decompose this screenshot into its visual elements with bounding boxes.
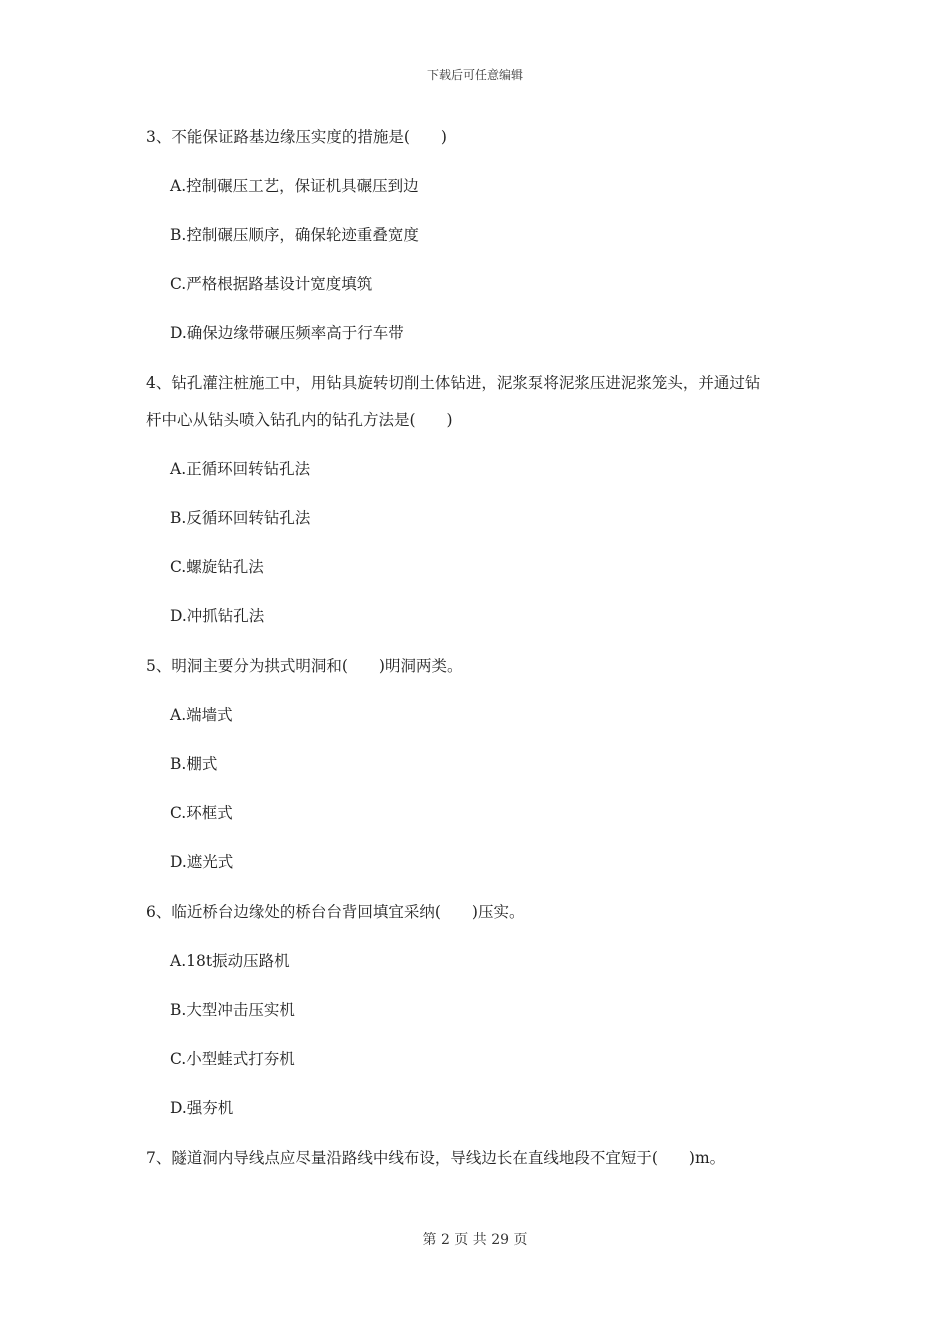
question-3-option-b: B.控制碾压顺序，确保轮迹重叠宽度 (170, 226, 419, 244)
question-3-option-c: C.严格根据路基设计宽度填筑 (170, 275, 373, 293)
question-5-option-d: D.遮光式 (170, 853, 234, 871)
question-3-option-d: D.确保边缘带碾压频率高于行车带 (170, 324, 404, 342)
question-6-stem: 6、临近桥台边缘处的桥台台背回填宜采纳( )压实。 (146, 903, 525, 921)
question-6-option-c: C.小型蛙式打夯机 (170, 1050, 295, 1068)
question-4-option-b: B.反循环回转钻孔法 (170, 509, 311, 527)
question-4-option-a: A.正循环回转钻孔法 (170, 460, 311, 478)
question-5-option-c: C.环框式 (170, 804, 233, 822)
page-header: 下载后可任意编辑 (426, 68, 523, 82)
question-3-stem: 3、不能保证路基边缘压实度的措施是( ) (146, 128, 447, 146)
question-5-stem: 5、明洞主要分为拱式明洞和( )明洞两类。 (146, 657, 463, 675)
question-6-option-a: A.18t振动压路机 (170, 952, 290, 970)
question-4-option-c: C.螺旋钻孔法 (170, 558, 264, 576)
question-6-option-b: B.大型冲击压实机 (170, 1001, 295, 1019)
question-3-option-a: A.控制碾压工艺，保证机具碾压到边 (170, 177, 419, 195)
question-4-stem-line-2: 杆中心从钻头喷入钻孔内的钻孔方法是( ) (146, 411, 453, 429)
question-4-stem-line-1: 4、钻孔灌注桩施工中，用钻具旋转切削土体钻进，泥浆泵将泥浆压进泥浆笼头，并通过钻 (146, 374, 761, 392)
question-6-option-d: D.强夯机 (170, 1099, 234, 1117)
question-5-option-b: B.棚式 (170, 755, 218, 773)
question-5-option-a: A.端墙式 (170, 706, 233, 724)
question-4-option-d: D.冲抓钻孔法 (170, 607, 265, 625)
question-7-stem: 7、隧道洞内导线点应尽量沿路线中线布设，导线边长在直线地段不宜短于( )m。 (146, 1149, 726, 1167)
page-footer: 第 2 页 共 29 页 (422, 1232, 528, 1248)
